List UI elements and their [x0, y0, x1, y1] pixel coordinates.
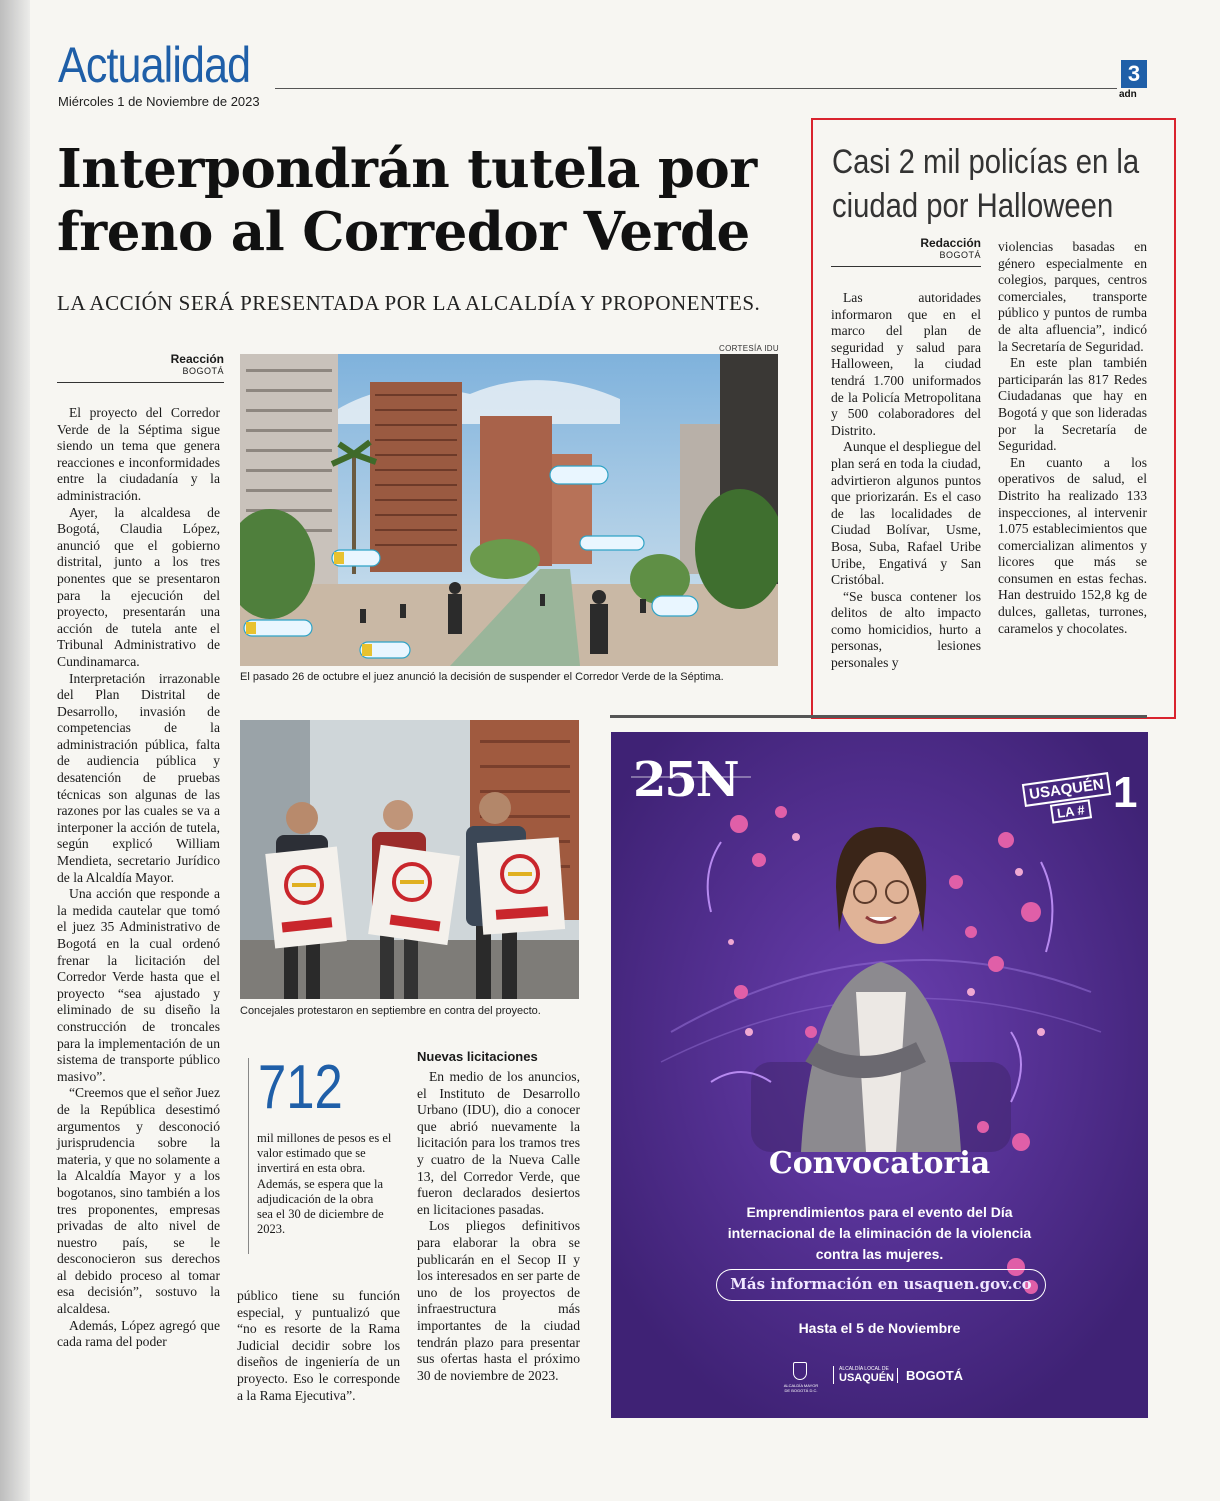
paragraph: “Creemos que el señor Juez de la República desestimó argumentos y desconoció jurisprudencia sobre la materia, y que no solamente a la Alcaldía Mayor y a los bogotanos, sino también a los tres proponentes, empresas privadas de alto nivel de nuestro país, se le desconocieron sus derechos al debido proceso al tomar esa decisión”, sostuvo la alcaldesa.	[57, 1085, 220, 1317]
brand-logo: adn	[1119, 89, 1137, 100]
side-byline	[880, 236, 981, 260]
header-rule	[275, 88, 1117, 89]
usaquen-logo-rank: 1	[1113, 768, 1138, 817]
paragraph: Las autoridades informaron que en el marco del plan de seguridad y salud para Halloween, la ciudad tendrá 1.700 uniformados de la Policía Metropolitana y 500 colaboradores del Distrito.	[831, 290, 981, 438]
main-byline	[120, 352, 224, 376]
usaquen-logo-name: USAQUÉN	[1022, 772, 1111, 807]
paragraph: El proyecto del Corredor Verde de la Séptima sigue siendo un tema que genera reacciones e inconformidades entre la ciudadanía y la administración.	[57, 405, 220, 503]
byline-city: BOGOTÁ	[182, 366, 224, 376]
paragraph: violencias basadas en género especialmente en colegios, parques, centros comerciales, transporte público y puntos de rumba de alta afluencia”, indicó la Secretaría de Seguridad.	[998, 239, 1147, 354]
paragraph: Una acción que responde a la medida cautelar que tomó el juez 35 Administrativo de Bogotá en la cual ordenó frenar la licitación del Corredor Verde hasta que el proyecto “sea ajustado y eliminado de su diseño la construcción de troncales para la implementación de un sistema de transporte público masivo”.	[57, 886, 220, 1084]
corredor-verde-render-photo	[240, 354, 778, 666]
fact-number: 712	[258, 1053, 343, 1122]
section-title: Actualidad	[58, 37, 251, 93]
paragraph: En medio de los anuncios, el Instituto de Desarrollo Urbano (IDU), dio a conocer que abrió nuevamente la licitación para los tramos tres y cuatro de la Nueva Calle 13, del Corredor Verde, que fueron declarados desiertos en licitaciones pasadas.	[417, 1069, 580, 1217]
main-article-column-2	[237, 1288, 400, 1404]
photo-caption: El pasado 26 de octubre el juez anunció la decisión de suspender el Corredor Verde de la Séptima.	[240, 671, 724, 683]
usaquen-logo	[1023, 768, 1138, 826]
alcaldia-mayor-logo-text: ALCALDÍA MAYOR DE BOGOTÁ D.C.	[783, 1383, 819, 1393]
paragraph: “Se busca contener los delitos de alto impacto como homicidios, hurto a personas, lesiones personales y	[831, 588, 981, 671]
side-article-title	[832, 140, 1140, 228]
alcaldia-mayor-logo	[781, 1362, 821, 1393]
photo-credit: CORTESÍA IDU	[719, 344, 779, 353]
main-article-column-1	[57, 405, 220, 1351]
ad-description: Emprendimientos para el evento del Día internacional de la eliminación de la violencia contra las mujeres.	[727, 1204, 1032, 1262]
paragraph: público tiene su función especial, y puntualizó que “no es resorte de la Rama Judicial decidir sobre los diseños de ingeniería de un proyecto. Eso le corresponde a la Rama Ejecutiva”.	[237, 1288, 400, 1403]
page-number: 3	[1121, 60, 1147, 88]
main-subhead: LA ACCIÓN SERÁ PRESENTADA POR LA ALCALDÍA Y PROPONENTES.	[57, 291, 761, 315]
ad-deadline: Hasta el 5 de Noviembre	[798, 1320, 961, 1336]
ad-title: Convocatoria	[768, 1146, 991, 1181]
side-article-column-1	[831, 290, 981, 672]
photo-caption: Concejales protestaron en septiembre en contra del proyecto.	[240, 1005, 541, 1017]
paragraph: Además, López agregó que cada rama del poder	[57, 1317, 220, 1350]
paragraph: Aunque el despliegue del plan será en toda la ciudad, advirtieron algunos puntos que priorizarán. Es el caso de las localidades de Ciudad Bolívar, Usme, Bosa, Suba, Rafael Uribe Uribe, Engativá y San Cristóbal.	[831, 439, 981, 588]
ad-25n-badge: 25N	[633, 752, 738, 808]
ad-info-link[interactable]: Más información en usaquen.gov.co	[716, 1269, 1046, 1301]
protest-photo	[240, 720, 579, 999]
side-article-column-2	[998, 239, 1147, 637]
issue-date: Miércoles 1 de Noviembre de 2023	[58, 94, 260, 109]
section-divider	[610, 715, 1147, 718]
ad-sponsor-logos	[781, 1360, 981, 1400]
usaquen-logo-tagline: LA #	[1050, 799, 1092, 823]
byline-name: Reacción	[170, 352, 224, 366]
byline-rule	[57, 382, 224, 383]
section-subtitle: Nuevas licitaciones	[417, 1049, 538, 1064]
alcaldia-local-logo	[833, 1366, 895, 1384]
bogota-logo: BOGOTÁ	[897, 1368, 963, 1383]
convocatoria-advertisement	[611, 732, 1148, 1418]
main-headline: Interpondrán tutela por freno al Corredor Verde	[57, 138, 757, 263]
byline-name: Redacción	[920, 236, 981, 250]
main-article-column-3	[417, 1069, 580, 1384]
paragraph: Los pliegos definitivos para elaborar la obra se publicarán en el Secop II y los interesados en ser parte de uno de los proyectos de infraestructura más importantes de la ciudad tendrán plazo para presentar sus ofertas hasta el próximo 30 de noviembre de 2023.	[417, 1218, 580, 1383]
page-fold-shadow	[0, 0, 30, 1501]
paragraph: En cuanto a los operativos de salud, el Distrito ha realizado 133 inspecciones, al intervenir 1.075 establecimientos que comercializan alimentos y licores que más se consumen en estas fechas. Han destruido 152,8 kg de dulces, galletas, turrones, caramelos y chocolates.	[998, 454, 1147, 636]
byline-city: BOGOTÁ	[939, 250, 981, 260]
alcaldia-local-logo-name: USAQUÉN	[839, 1372, 895, 1384]
ad-illustration	[611, 732, 1148, 1418]
alcaldia-local-logo-small: ALCALDÍA LOCAL DE	[839, 1366, 889, 1372]
byline-rule	[831, 266, 981, 267]
paragraph: Ayer, la alcaldesa de Bogotá, Claudia López, anunció que el gobierno distrital, junto a los tres ponentes que se presentaron para la ejecución del proyecto, presentarán una acción de tutela ante el Tribunal Administrativo de Cundinamarca.	[57, 504, 220, 669]
shield-icon	[793, 1362, 807, 1380]
fact-box-rule	[248, 1058, 249, 1254]
side-article-title-text: Casi 2 mil policías en la ciudad por Halloween	[832, 143, 1140, 225]
fact-text: mil millones de pesos es el valor estimado que se invertirá en esta obra. Además, se espera que la adjudicación de la obra sea el 30 de diciembre de 2023.	[257, 1131, 392, 1237]
paragraph: Interpretación irrazonable del Plan Distrital de Desarrollo, invasión de competencias de la administración pública, falta de audiencia pública y desatención de pruebas técnicas son algunas de las razones por las cuales se va a interponer la acción de tutela, según explicó William Mendieta, secretario Jurídico de la Alcaldía Mayor.	[57, 670, 220, 885]
paragraph: En este plan también participarán las 817 Redes Ciudadanas que hay en Bogotá y que son lideradas por la Secretaría de Seguridad.	[998, 355, 1147, 454]
